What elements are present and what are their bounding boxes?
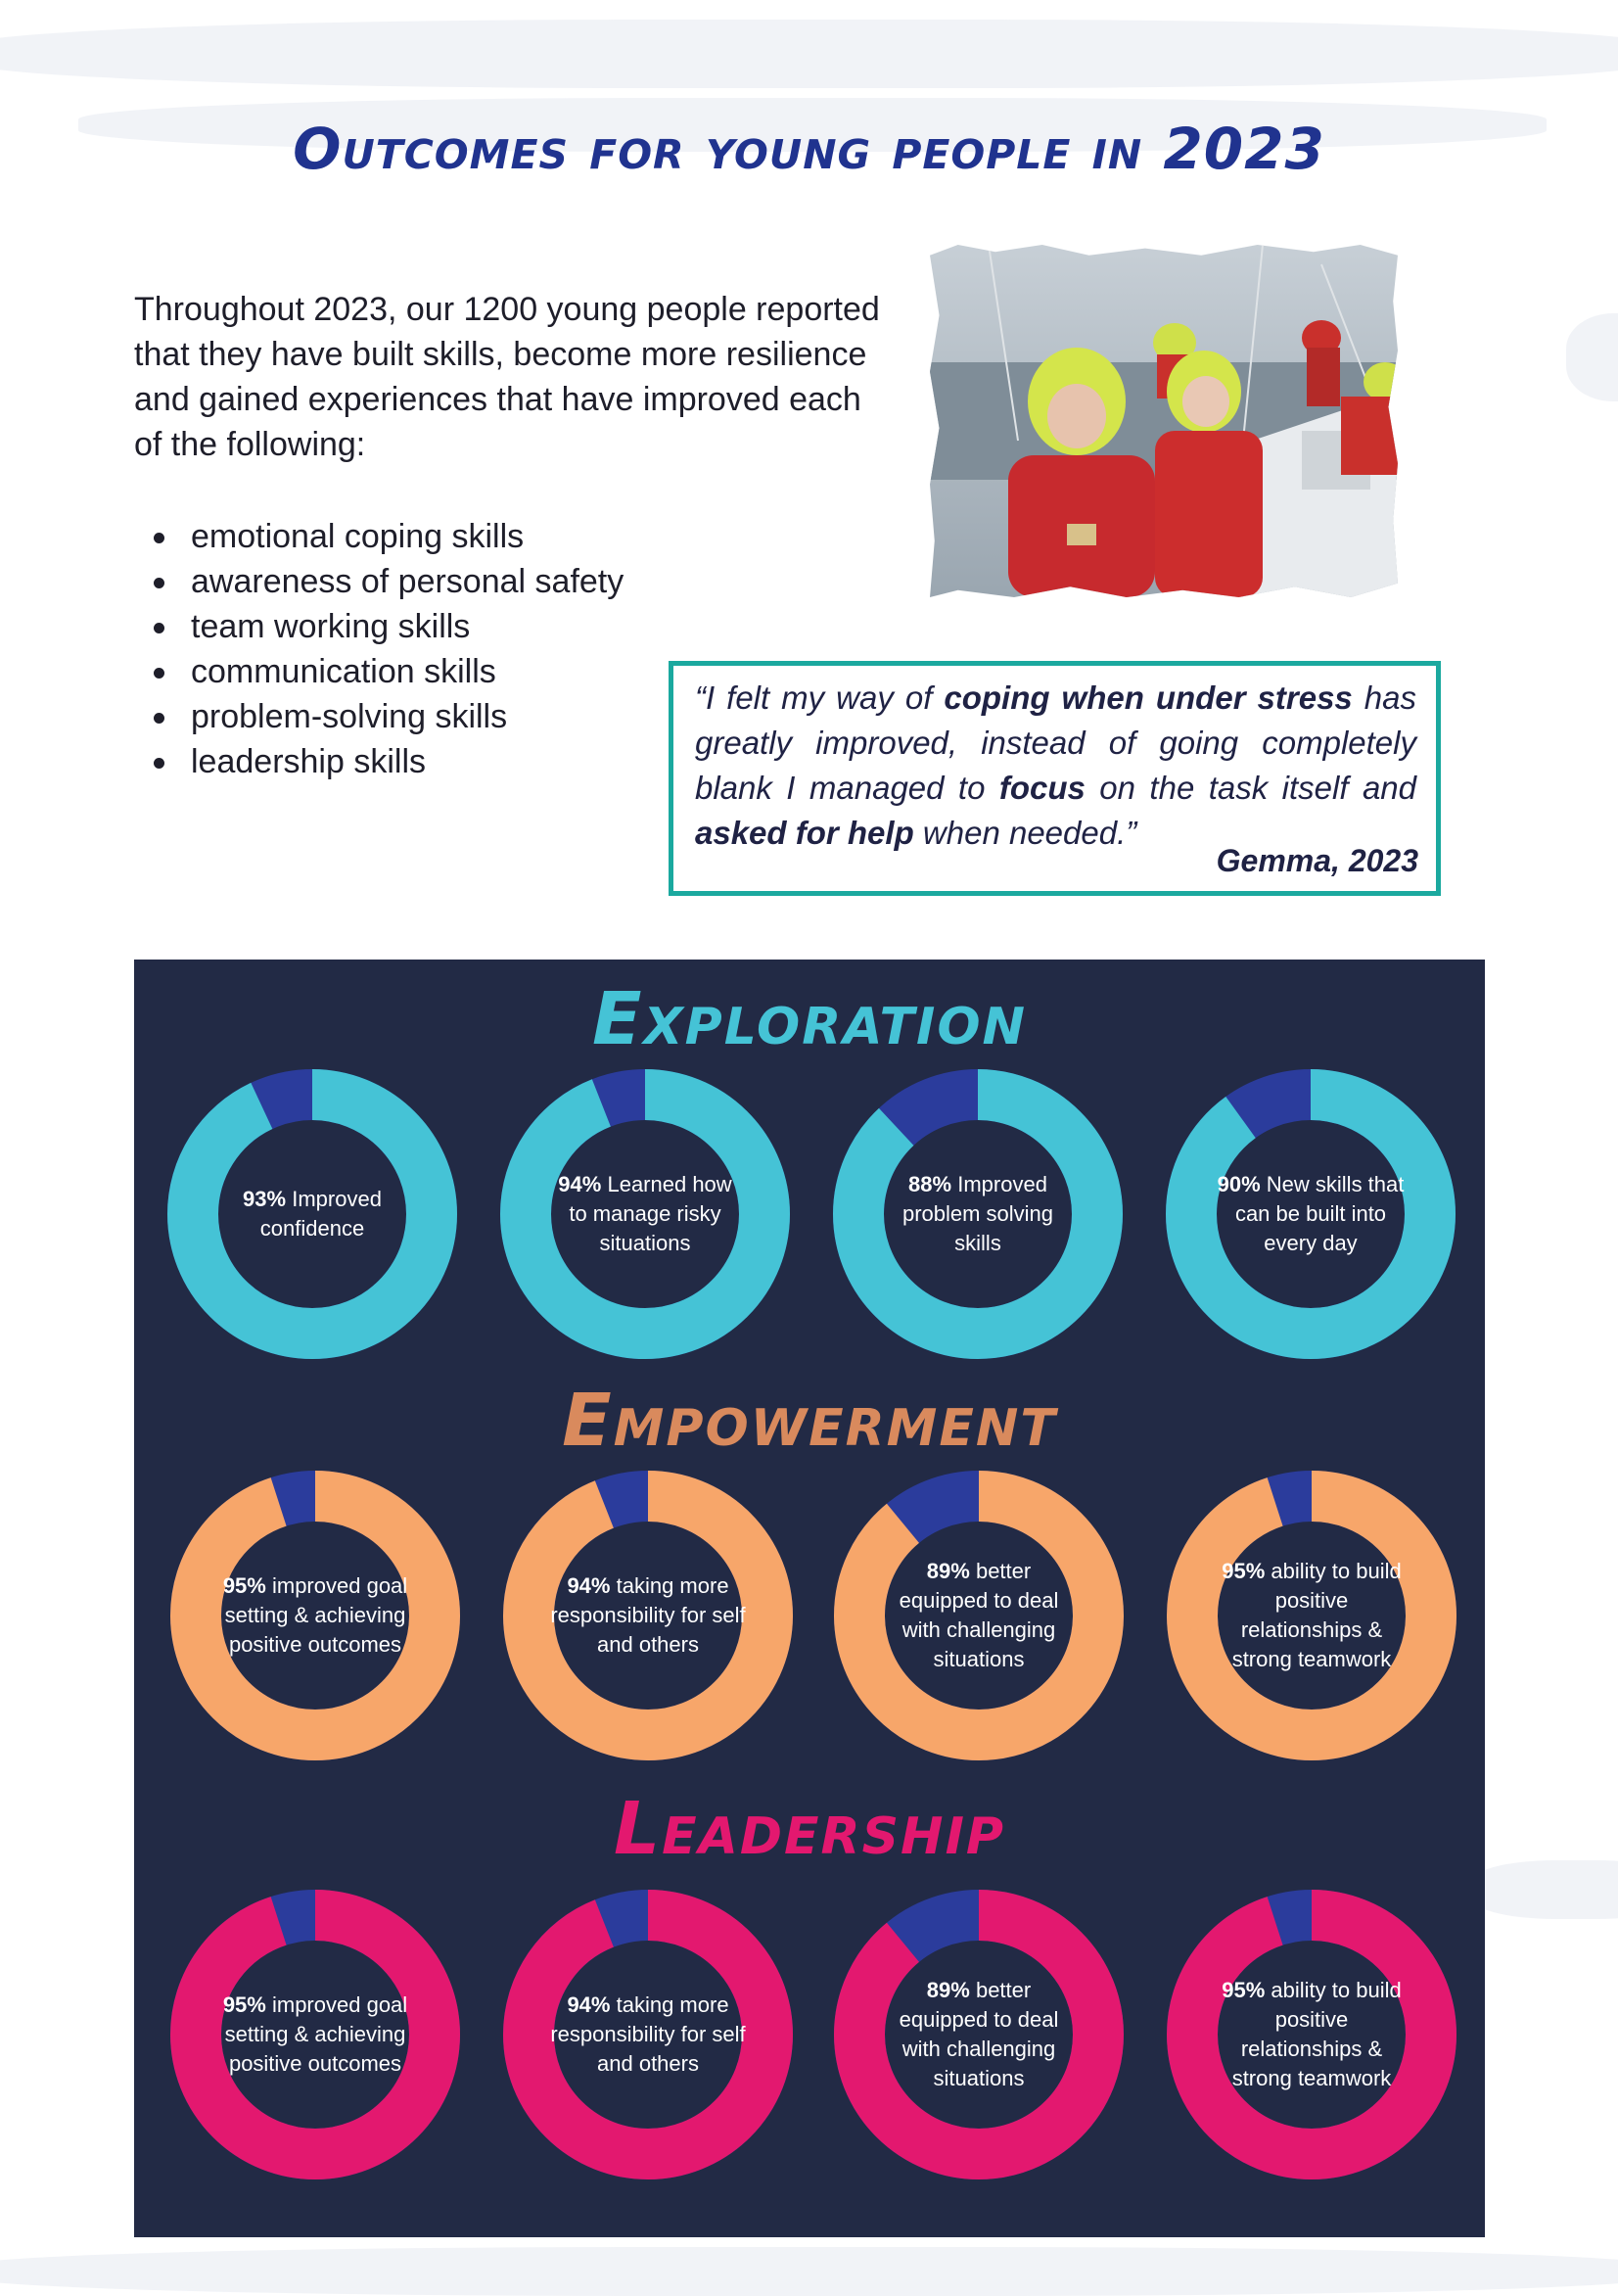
donut-percent: 95% (222, 1992, 266, 2017)
skills-list (134, 514, 721, 784)
list-item: awareness of personal safety (134, 559, 721, 604)
donut-stat (501, 1888, 795, 2181)
donut-text: ability to build positive relationships & strong teamwork (1231, 1559, 1402, 1671)
section-title-empowerment: Empowerment (562, 1379, 1057, 1463)
donut-percent: 95% (1222, 1559, 1266, 1583)
page-title: Outcomes for young people in 2023 (293, 116, 1325, 182)
donut-stat (1165, 1888, 1458, 2181)
donut-text: better equipped to deal with challenging situations (899, 1978, 1059, 2090)
testimonial-quote (669, 661, 1441, 896)
brush-stroke-footer (0, 2247, 1618, 2296)
list-item: team working skills (134, 604, 721, 649)
donut-text: taking more responsibility for self and others (550, 1573, 746, 1657)
donut-text: taking more responsibility for self and others (550, 1992, 746, 2076)
list-item: emotional coping skills (134, 514, 721, 559)
section-title-leadership: Leadership (613, 1787, 1006, 1871)
quote-part: when needed.” (913, 815, 1137, 851)
list-item: leadership skills (134, 739, 721, 784)
donut-label (880, 1116, 1076, 1312)
donut-stat (168, 1888, 462, 2181)
quote-emphasis: coping when under stress (944, 679, 1353, 716)
sailing-photo (930, 245, 1398, 597)
donut-label (217, 1937, 413, 2132)
donut-label (550, 1518, 746, 1713)
donut-text: Improved confidence (259, 1187, 382, 1241)
donut-stat (165, 1067, 459, 1361)
donut-percent: 95% (222, 1573, 266, 1598)
donut-label (217, 1518, 413, 1713)
donut-label (1213, 1116, 1409, 1312)
brush-stroke-bottom (1468, 1860, 1618, 1919)
brush-stroke-top (0, 20, 1618, 88)
donut-text: New skills that can be built into every day (1234, 1172, 1405, 1255)
donut-label (214, 1116, 410, 1312)
donut-text: better equipped to deal with challenging situations (899, 1559, 1059, 1671)
intro-paragraph: Throughout 2023, our 1200 young people reported that they have built skills, become more resilience and gained experiences that have improved each of the following: (134, 291, 880, 463)
list-item: communication skills (134, 649, 721, 694)
quote-emphasis: focus (998, 770, 1086, 806)
donut-text: improved goal setting & achieving positive outcomes (224, 1992, 408, 2076)
donut-label (881, 1937, 1077, 2132)
donut-label (1214, 1937, 1410, 2132)
donut-stat (831, 1067, 1125, 1361)
donut-stat (498, 1067, 792, 1361)
quote-part: on the task itself and (1085, 770, 1416, 806)
donut-text: Learned how to manage risky situations (569, 1172, 732, 1255)
donut-text: ability to build positive relationships & strong teamwork (1231, 1978, 1402, 2090)
donut-percent: 95% (1222, 1978, 1266, 2002)
donut-percent: 89% (926, 1978, 970, 2002)
quote-author: Gemma, 2023 (1216, 843, 1418, 878)
outcomes-panel (134, 960, 1485, 2237)
donut-stat (168, 1469, 462, 1762)
donut-label (550, 1937, 746, 2132)
donut-stat (1165, 1469, 1458, 1762)
donut-stat (501, 1469, 795, 1762)
donut-stat (1164, 1067, 1457, 1361)
donut-stat (832, 1888, 1126, 2181)
list-item: problem-solving skills (134, 694, 721, 739)
donut-label (1214, 1518, 1410, 1713)
donut-stat (832, 1469, 1126, 1762)
section-title-exploration: Exploration (591, 977, 1028, 1061)
quote-part: has greatly improved, instead of going completely blank I managed to (695, 679, 1416, 806)
quote-emphasis: asked for help (695, 815, 914, 851)
donut-percent: 94% (567, 1573, 611, 1598)
donut-label (881, 1518, 1077, 1713)
donut-label (547, 1116, 743, 1312)
quote-part: “I felt my way of (695, 679, 945, 716)
donut-percent: 90% (1217, 1172, 1261, 1196)
brush-stroke-right (1566, 313, 1618, 401)
donut-percent: 94% (567, 1992, 611, 2017)
quote-text (695, 676, 1416, 856)
donut-percent: 94% (558, 1172, 602, 1196)
donut-percent: 88% (908, 1172, 952, 1196)
donut-percent: 89% (926, 1559, 970, 1583)
donut-text: Improved problem solving skills (901, 1172, 1054, 1255)
donut-text: improved goal setting & achieving positive outcomes (224, 1573, 408, 1657)
donut-percent: 93% (243, 1187, 287, 1211)
